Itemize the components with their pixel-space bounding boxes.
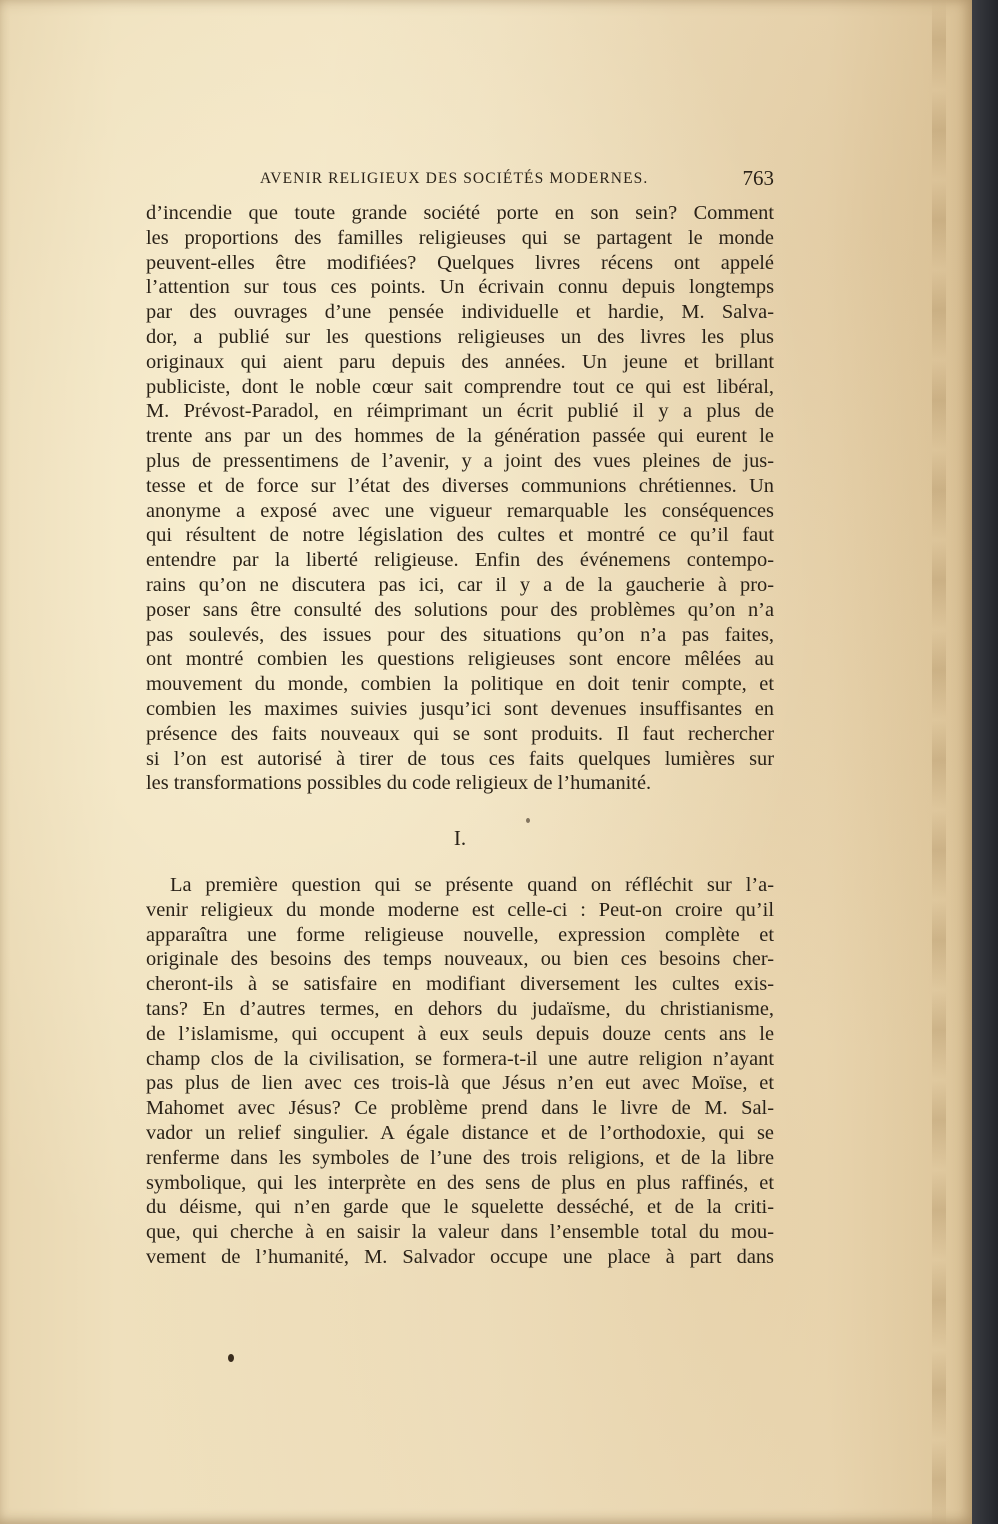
text-line: publiciste, dont le noble cœur sait comprendre tout ce qui est libéral, <box>146 375 774 398</box>
text-line: Mahomet avec Jésus? Ce problème prend dans le livre de M. Sal- <box>146 1097 774 1120</box>
text-line: apparaîtra une forme religieuse nouvelle, expression complète et <box>146 923 774 946</box>
text-line: La première question qui se présente quand on réfléchit sur l’a- <box>170 874 774 896</box>
text-line: vement de l’humanité, M. Salvador occupe une place à part dans <box>146 1245 774 1268</box>
text-line: renferme dans les symboles de l’une des trois religions, et de la libre <box>146 1146 774 1169</box>
text-line: les transformations possibles du code religieux de l’humanité. <box>146 772 652 795</box>
text-line: dor, a publié sur les questions religieuses un des livres les plus <box>146 325 774 348</box>
book-spine <box>972 0 998 1524</box>
text-line: rains qu’on ne discutera pas ici, car il y a de la gaucherie à pro- <box>146 573 774 596</box>
text-line: par des ouvrages d’une pensée individuelle et hardie, M. Salva- <box>146 301 774 324</box>
text-line: combien les maximes suivies jusqu’ici sont devenues insuffisantes en <box>146 697 774 720</box>
text-line: entendre par la liberté religieuse. Enfin des événemens contempo- <box>146 549 774 572</box>
text-line: l’attention sur tous ces points. Un écrivain connu depuis longtemps <box>146 276 774 299</box>
text-line: originale des besoins des temps nouveaux, ou bien ces besoins cher- <box>146 948 774 971</box>
text-line: de l’islamisme, qui occupent à eux seuls depuis douze cents ans le <box>146 1022 774 1045</box>
text-line: les proportions des familles religieuses qui se partagent le monde <box>146 226 774 249</box>
text-line: d’incendie que toute grande société porte en son sein? Comment <box>146 202 774 224</box>
ink-spot <box>526 818 530 823</box>
text-line: champ clos de la civilisation, se formera-t-il une autre religion n’ayant <box>146 1047 774 1070</box>
text-line: anonyme a exposé avec une vigueur remarquable les conséquences <box>146 499 774 522</box>
paragraph-2 <box>146 873 774 1270</box>
text-line: présence des faits nouveaux qui se sont produits. Il faut rechercher <box>146 722 774 745</box>
text-line: cheront-ils à se satisfaire en modifiant diversement les cultes exis- <box>146 973 774 996</box>
running-title: AVENIR RELIGIEUX DES SOCIÉTÉS MODERNES. <box>260 170 649 187</box>
text-line: mouvement du monde, combien la politique en doit tenir compte, et <box>146 673 774 696</box>
text-line: plus de pressentimens de l’avenir, y a joint des vues pleines de jus- <box>146 449 774 472</box>
page-edge-wear <box>932 0 946 1524</box>
text-line: M. Prévost-Paradol, en réimprimant un écrit publié il y a plus de <box>146 400 774 423</box>
text-line: poser sans être consulté des solutions pour des problèmes qu’on n’a <box>146 598 774 621</box>
text-line: venir religieux du monde moderne est celle-ci : Peut-on croire qu’il <box>146 898 774 921</box>
section-heading: I. <box>453 826 467 850</box>
page-number: 763 <box>742 166 774 190</box>
text-line: si l’on est autorisé à tirer de tous ces faits quelques lumières sur <box>146 747 774 770</box>
text-line: vador un relief singulier. A égale distance et de l’orthodoxie, qui se <box>146 1121 774 1144</box>
text-line: peuvent-elles être modifiées? Quelques livres récens ont appelé <box>146 251 774 274</box>
text-line: qui résultent de notre législation des cultes et montré ce qu’il faut <box>146 524 774 547</box>
text-line: originaux qui aient paru depuis des années. Un jeune et brillant <box>146 350 774 373</box>
page-header <box>146 166 774 192</box>
text-line: pas plus de lien avec ces trois-là que Jésus n’en eut avec Moïse, et <box>146 1072 774 1095</box>
text-line: trente ans par un des hommes de la génération passée qui eurent le <box>146 425 774 448</box>
ink-spot <box>228 1354 234 1362</box>
text-line: que, qui cherche à en saisir la valeur dans l’ensemble total du mou- <box>146 1221 774 1244</box>
text-line: symbolique, qui les interprète en des sens de plus en plus raffinés, et <box>146 1171 774 1194</box>
text-line: tesse et de force sur l’état des diverses communions chrétiennes. Un <box>146 474 774 497</box>
text-line: pas soulevés, des issues pour des situations qu’on n’a pas faites, <box>146 623 774 646</box>
text-line: du déisme, qui n’en garde que le squelette desséché, et de la criti- <box>146 1196 774 1219</box>
text-line: ont montré combien les questions religieuses sont encore mêlées au <box>146 648 774 671</box>
paragraph-1 <box>146 201 774 796</box>
text-line: tans? En d’autres termes, en dehors du judaïsme, du christianisme, <box>146 997 774 1020</box>
